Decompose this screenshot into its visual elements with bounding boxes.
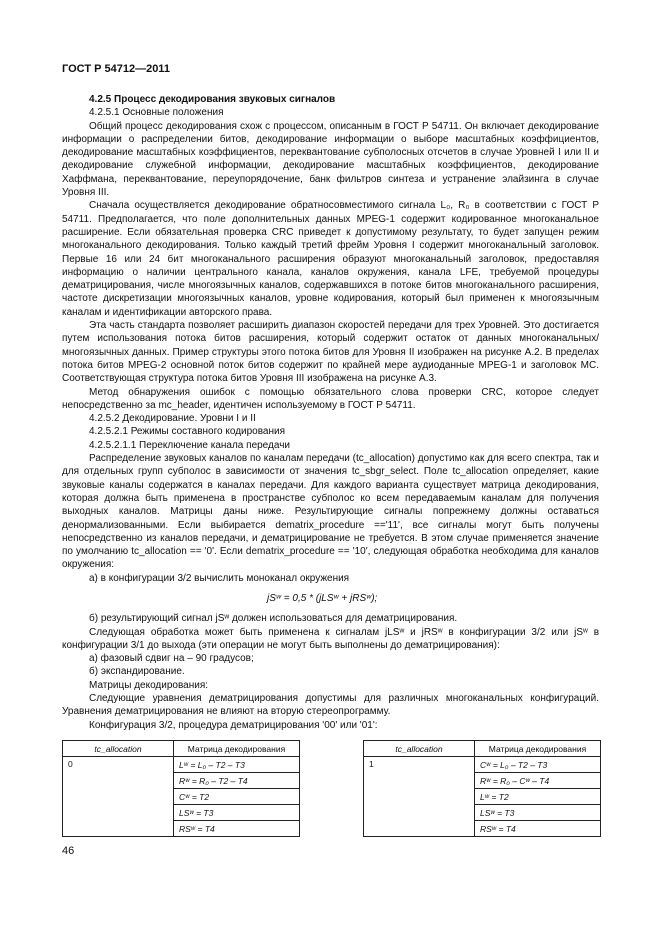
subsection-4-2-5-2: 4.2.5.2 Декодирование. Уровни I и II <box>89 413 256 425</box>
table-cell: RSʷ = T4 <box>475 821 601 837</box>
matrices-label: Матрицы декодирования: <box>89 679 209 691</box>
list-item-a1: а) в конфигурации 3/2 вычислить моноканал окружения <box>89 572 350 584</box>
table-header-tc: tc_allocation <box>364 741 475 757</box>
document-header: ГОСТ Р 54712—2011 <box>62 63 170 75</box>
paragraph-3: Эта часть стандарта позволяет расширить диапазон скоростей передачи для трех Уровней. Это достигается путем использования потока битов расширения, который содержит остаток от данных многоканальных/многоязычных данных. Пример структуры этого потока битов для Уровня II изображен на рисунке А.2. В пределах потока битов MPEG-2 основной поток битов содержит по крайней мере аудиоданные MPEG-1 и заголовок МС. Соответствующая структура потока битов Уровня III изображена на рисунке А.3. <box>62 320 599 385</box>
paragraph-4: Метод обнаружения ошибок с помощью обязательного слова проверки CRC, которое следует непосредственно за mc_header, идентичен используемому в ГОСТ Р 54711. <box>62 386 599 411</box>
table-cell: RSʷ = T4 <box>174 821 300 837</box>
table-cell: LSʷ = T3 <box>475 805 601 821</box>
table-header-matrix: Матрица декодирования <box>475 741 601 757</box>
subsection-4-2-5-2-1: 4.2.5.2.1 Режимы составного кодирования <box>89 426 286 438</box>
table-cell: LSʷ = T3 <box>174 805 300 821</box>
table-cell: Lʷ = T2 <box>475 789 601 805</box>
table-cell-tc-value: 0 <box>63 757 174 837</box>
paragraph-2: Сначала осуществляется декодирование обратносовместимого сигнала L₀, R₀ в соответствии с ГОСТ Р 54711. Предполагается, что поле дополнительных данных MPEG-1 содержит кодированное многоканальное расширение. Если обязательная проверка CRC приведет к допустимому результату, то будет запущен режим многоканального декодирования. Только каждый третий фрейм Уровня I содержит многоканальный заголовок. Первые 16 или 24 бит многоканального расширения образуют многоканальный заголовок, предоставляя информацию о наличии центрального канала, каналов окружения, канала LFE, требуемой процедуры дематрицирования, числе многоязычных каналов, содержавшихся в потоке битов многоканального расширения, частоте дискретизации многоязычных каналов, уровне кодирования, который был применен к многоязычным каналам и идентификации авторского права. <box>62 200 599 318</box>
formula: jSʷ = 0,5 * (jLSʷ + jRSʷ); <box>267 592 378 604</box>
config-label: Конфигурация 3/2, процедура дематрицирования '00' или '01': <box>89 719 378 731</box>
list-item-a2: а) фазовый сдвиг на – 90 градусов; <box>89 653 254 665</box>
table-cell-tc-value: 1 <box>364 757 475 837</box>
table-cell: Rʷ = R₀ – Cʷ – T4 <box>475 773 601 789</box>
subsection-4-2-5-2-1-1: 4.2.5.2.1.1 Переключение канала передачи <box>89 439 291 451</box>
table-cell: Cʷ = T2 <box>174 789 300 805</box>
list-item-b1: б) результирующий сигнал jSʷ должен использоваться для дематрицирования. <box>89 613 458 625</box>
section-title: 4.2.5 Процесс декодирования звуковых сигналов <box>89 94 336 105</box>
list-item-b2: б) экспандирование. <box>89 666 185 678</box>
paragraph-5: Распределение звуковых каналов по каналам передачи (tc_allocation) допустимо как для всего спектра, так и для отдельных групп субполос в зависимости от значения tc_sbgr_select. Поле tc_allocation определяет, какие звуковые каналы содержатся в каналах передачи. Для каждого варианта существует матрица декодирования, которая должна быть применена в пространстве субполос ко всем передаваемым каналам для получения выходных каналов. Матрицы даны ниже. Результирующие сигналы попрежнему должны оставаться денормализованными. Если выбирается dematrix_procedure =='11', все сигналы могут быть получены непосредственно из каналов передачи, и дематрицирование не требуется. В этом случае применяется значение по умолчанию tc_allocation == '0'. Если dematrix_procedure == '10', следующая обработка необходима для каналов окружения: <box>62 453 599 571</box>
table-cell: Rʷ = R₀ – T2 – T4 <box>174 773 300 789</box>
subsection-4-2-5-1: 4.2.5.1 Основные положения <box>89 107 224 119</box>
paragraph-6: Следующая обработка может быть применена к сигналам jLSʷ и jRSʷ в конфигурации 3/2 или jSʷ в конфигурации 3/1 до выхода (эти операции не могут быть выполнены до дематрицирования): <box>62 626 599 651</box>
table-header-matrix: Матрица декодирования <box>174 741 300 757</box>
paragraph-1: Общий процесс декодирования схож с процессом, описанным в ГОСТ Р 54711. Он включает декодирование информации о распределении битов, декодирование информации о выборе масштабных коэффициентов, декодирование масштабных коэффициентов, переквантование субполосных отсчетов в случае Уровней I или II и декодирование служебной информации, декодирование масштабных коэффициентов, декодирование Хаффмана, переквантование, переупорядочение, банк фильтров синтеза и устранение элайзинга в случае Уровня III. <box>62 120 599 199</box>
main-text <box>62 93 599 732</box>
paragraph-7: Следующие уравнения дематрицирования допустимы для различных многоканальных конфигураций. Уравнения дематрицирования не влияют на вторую стереопрограмму. <box>62 693 599 718</box>
page-number: 46 <box>62 845 75 857</box>
table-cell: Lʷ = L₀ – T2 – T3 <box>174 757 300 773</box>
table-cell: Cʷ = L₀ – T2 – T3 <box>475 757 601 773</box>
dematrix-table-right <box>363 740 601 837</box>
table-header-tc: tc_allocation <box>63 741 174 757</box>
dematrix-table-left <box>62 740 300 837</box>
